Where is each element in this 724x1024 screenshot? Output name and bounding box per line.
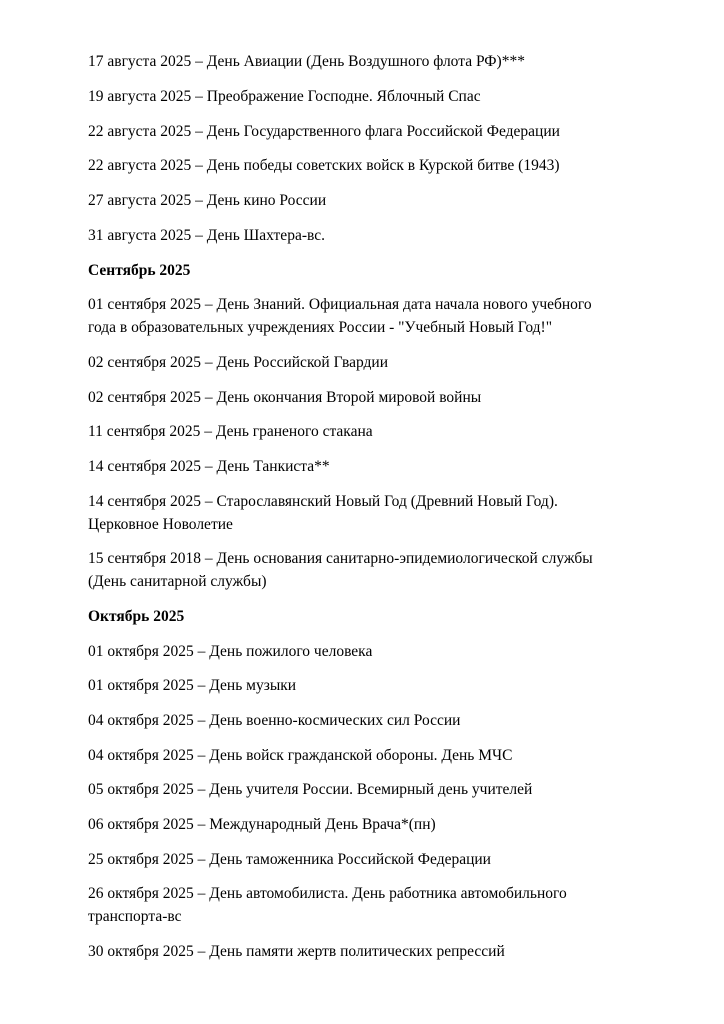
- event-sep-15-line1: 15 сентября 2018 – День основания санитарно-эпидемиологической службы: [88, 550, 593, 567]
- event-aug-27: 27 августа 2025 – День кино России: [88, 192, 327, 209]
- section-heading-october: Октябрь 2025: [88, 608, 185, 625]
- event-oct-26-line2: транспорта-вс: [88, 908, 182, 925]
- event-oct-01-music: 01 октября 2025 – День музыки: [88, 677, 297, 694]
- event-oct-26-line1: 26 октября 2025 – День автомобилиста. День работника автомобильного: [88, 885, 567, 902]
- event-oct-30: 30 октября 2025 – День памяти жертв политических репрессий: [88, 943, 505, 960]
- event-aug-22-flag: 22 августа 2025 – День Государственного флага Российской Федерации: [88, 123, 560, 140]
- event-aug-31: 31 августа 2025 – День Шахтера-вс.: [88, 227, 325, 244]
- event-sep-15-line2: (День санитарной службы): [88, 573, 267, 590]
- event-oct-25: 25 октября 2025 – День таможенника Российской Федерации: [88, 851, 491, 868]
- event-oct-04-space: 04 октября 2025 – День военно-космических сил России: [88, 712, 461, 729]
- event-oct-06: 06 октября 2025 – Международный День Врача*(пн): [88, 816, 436, 833]
- event-aug-19: 19 августа 2025 – Преображение Господне. Яблочный Спас: [88, 88, 481, 105]
- event-sep-11: 11 сентября 2025 – День граненого стакана: [88, 423, 373, 440]
- event-sep-14-newyear-line1: 14 сентября 2025 – Старославянский Новый Год (Древний Новый Год).: [88, 493, 558, 510]
- event-sep-01-line2: года в образовательных учреждениях России - "Учебный Новый Год!": [88, 319, 553, 336]
- event-sep-14-newyear-line2: Церковное Новолетие: [88, 516, 233, 533]
- event-sep-02-ww2: 02 сентября 2025 – День окончания Второй мировой войны: [88, 389, 482, 406]
- event-sep-02-guard: 02 сентября 2025 – День Российской Гвардии: [88, 354, 388, 371]
- event-sep-01-line1: 01 сентября 2025 – День Знаний. Официальная дата начала нового учебного: [88, 296, 592, 313]
- event-aug-22-kursk: 22 августа 2025 – День победы советских войск в Курской битве (1943): [88, 157, 560, 174]
- event-aug-17: 17 августа 2025 – День Авиации (День Воздушного флота РФ)***: [88, 53, 525, 70]
- event-sep-14-tank: 14 сентября 2025 – День Танкиста**: [88, 458, 330, 475]
- event-oct-01-elderly: 01 октября 2025 – День пожилого человека: [88, 643, 373, 660]
- event-oct-05: 05 октября 2025 – День учителя России. Всемирный день учителей: [88, 781, 533, 798]
- event-oct-04-mchs: 04 октября 2025 – День войск гражданской обороны. День МЧС: [88, 747, 513, 764]
- section-heading-september: Сентябрь 2025: [88, 262, 191, 279]
